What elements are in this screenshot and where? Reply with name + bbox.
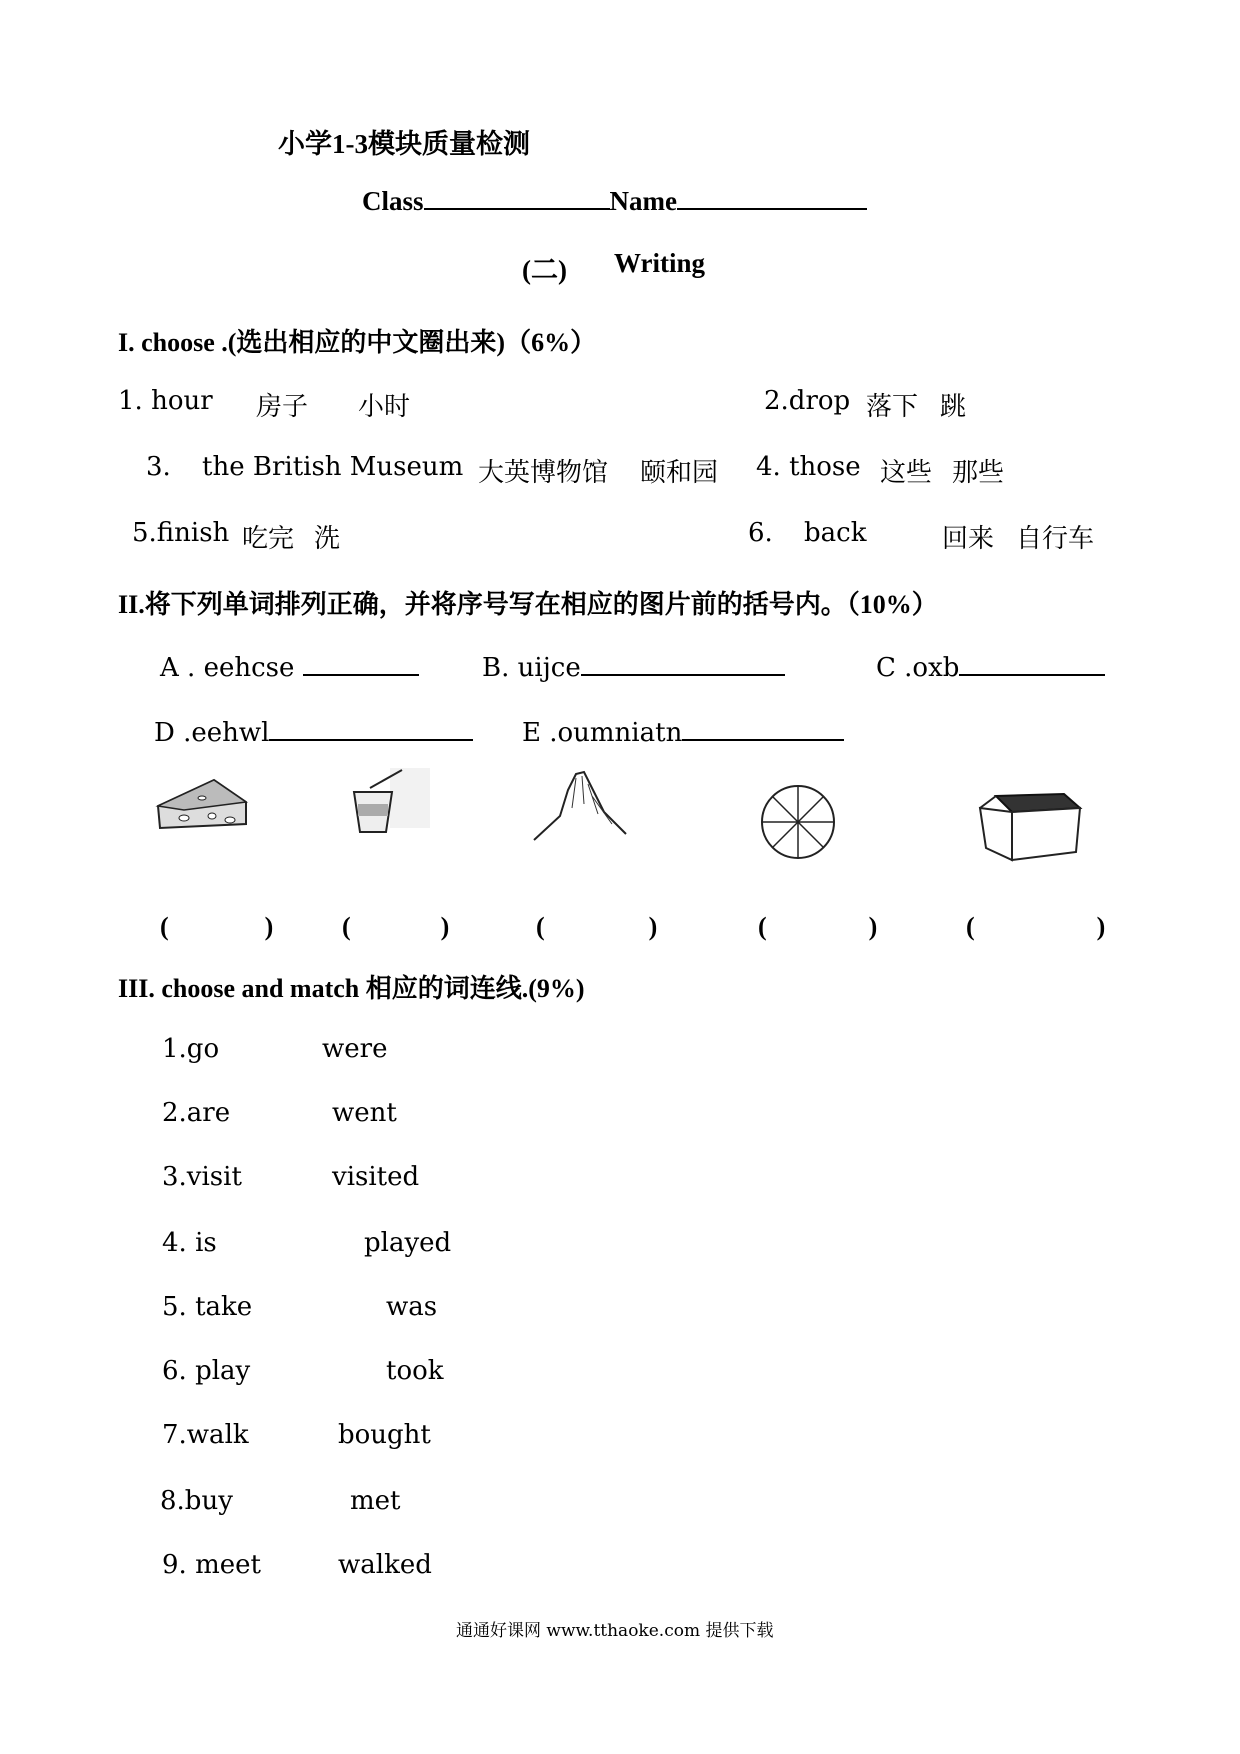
paren-2-open: (: [342, 912, 351, 941]
class-label: Class: [362, 186, 424, 216]
s2-word-d-blank[interactable]: [269, 713, 473, 741]
s1-item5-num: 5.finish: [132, 518, 230, 548]
match-left-4[interactable]: 4. is: [162, 1228, 217, 1258]
match-right-1[interactable]: were: [322, 1034, 388, 1064]
s2-word-a: [160, 648, 419, 683]
subtitle-num: (二): [522, 255, 567, 285]
match-right-4[interactable]: played: [364, 1228, 452, 1258]
s2-word-c: [876, 648, 1105, 683]
match-left-6[interactable]: 6. play: [162, 1356, 251, 1386]
paren-4-close: ): [868, 912, 878, 941]
s1-item6-opt1[interactable]: 回来: [942, 524, 995, 554]
s2-word-e-text: E .oumniatn: [522, 718, 683, 748]
box-picture: [976, 790, 1086, 862]
s1-item3-opt1[interactable]: 大英博物馆: [478, 458, 609, 488]
name-blank[interactable]: [677, 182, 867, 210]
paren-1[interactable]: [160, 912, 273, 942]
s1-item2-num: 2.drop: [764, 386, 851, 416]
paren-5[interactable]: [966, 912, 1105, 942]
match-left-7[interactable]: 7.walk: [162, 1420, 249, 1450]
paren-1-close: ): [264, 912, 274, 941]
match-right-6[interactable]: took: [386, 1356, 444, 1386]
match-left-3[interactable]: 3.visit: [162, 1162, 242, 1192]
paren-3-open: (: [536, 912, 545, 941]
match-left-2[interactable]: 2.are: [162, 1098, 231, 1128]
s1-item1-opt2[interactable]: 小时: [358, 392, 411, 422]
section2-heading: II.将下列单词排列正确，并将序号写在相应的图片前的括号内。（10%）: [118, 590, 938, 619]
s1-item5-opt2[interactable]: 洗: [314, 524, 341, 554]
mountain-picture: [532, 768, 628, 842]
s1-item6-opt2[interactable]: 自行车: [1016, 524, 1095, 554]
section3-heading: III. choose and match 相应的词连线.(9%): [118, 974, 585, 1003]
s2-word-d-text: D .eehwl: [154, 718, 270, 748]
match-right-3[interactable]: visited: [332, 1162, 420, 1192]
paren-4[interactable]: [758, 912, 877, 942]
paren-2-close: ): [440, 912, 450, 941]
s2-word-b-text: B. uijce: [482, 653, 581, 683]
paren-4-open: (: [758, 912, 767, 941]
wheel-picture: [758, 782, 838, 862]
s1-item5-opt1[interactable]: 吃完: [242, 524, 295, 554]
match-right-7[interactable]: bought: [338, 1420, 431, 1450]
s1-item1-opt1[interactable]: 房子: [256, 392, 309, 422]
match-left-9[interactable]: 9. meet: [162, 1550, 261, 1580]
paren-3-close: ): [648, 912, 658, 941]
s1-item3-opt2[interactable]: 颐和园: [640, 458, 719, 488]
paren-5-open: (: [966, 912, 975, 941]
s1-item4-opt2[interactable]: 那些: [952, 458, 1005, 488]
s1-item2-opt1[interactable]: 落下: [866, 392, 919, 422]
s2-word-c-blank[interactable]: [959, 648, 1105, 676]
match-right-8[interactable]: met: [350, 1486, 401, 1516]
s1-item3-num: 3.: [146, 452, 171, 482]
s1-item6-word: back: [804, 518, 867, 548]
s1-item3-word: the British Museum: [202, 452, 464, 482]
match-right-2[interactable]: went: [332, 1098, 397, 1128]
s1-item1-num: 1. hour: [118, 386, 213, 416]
page-title: 小学1-3模块质量检测: [278, 129, 530, 159]
match-left-5[interactable]: 5. take: [162, 1292, 253, 1322]
match-left-1[interactable]: 1.go: [162, 1034, 220, 1064]
section1-heading: I. choose .(选出相应的中文圈出来)（6%）: [118, 328, 597, 357]
s1-item6-num: 6.: [748, 518, 773, 548]
s2-word-c-text: C .oxb: [876, 653, 960, 683]
s2-word-d: [154, 713, 473, 748]
s2-word-e-blank[interactable]: [682, 713, 844, 741]
footer-text: 通通好课网 www.tthaoke.com 提供下载: [456, 1621, 774, 1641]
s2-word-b: [482, 648, 785, 683]
name-label: Name: [609, 186, 677, 216]
match-right-5[interactable]: was: [386, 1292, 438, 1322]
s1-item2-opt2[interactable]: 跳: [940, 392, 967, 422]
subtitle-text: Writing: [614, 248, 706, 278]
cheese-picture: [154, 772, 250, 832]
match-left-8[interactable]: 8.buy: [160, 1486, 233, 1516]
s1-item4-num: 4. those: [756, 452, 861, 482]
s2-word-b-blank[interactable]: [581, 648, 785, 676]
class-name-row: [362, 182, 867, 217]
s1-item4-opt1[interactable]: 这些: [880, 458, 933, 488]
class-blank[interactable]: [424, 182, 610, 210]
paren-3[interactable]: [536, 912, 657, 942]
juice-picture: [340, 768, 432, 836]
s2-word-e: [522, 713, 844, 748]
paren-1-open: (: [160, 912, 169, 941]
match-right-9[interactable]: walked: [338, 1550, 432, 1580]
paren-5-close: ): [1096, 912, 1106, 941]
paren-2[interactable]: [342, 912, 449, 942]
s2-word-a-text: A . eehcse: [160, 653, 295, 683]
s2-word-a-blank[interactable]: [303, 648, 419, 676]
